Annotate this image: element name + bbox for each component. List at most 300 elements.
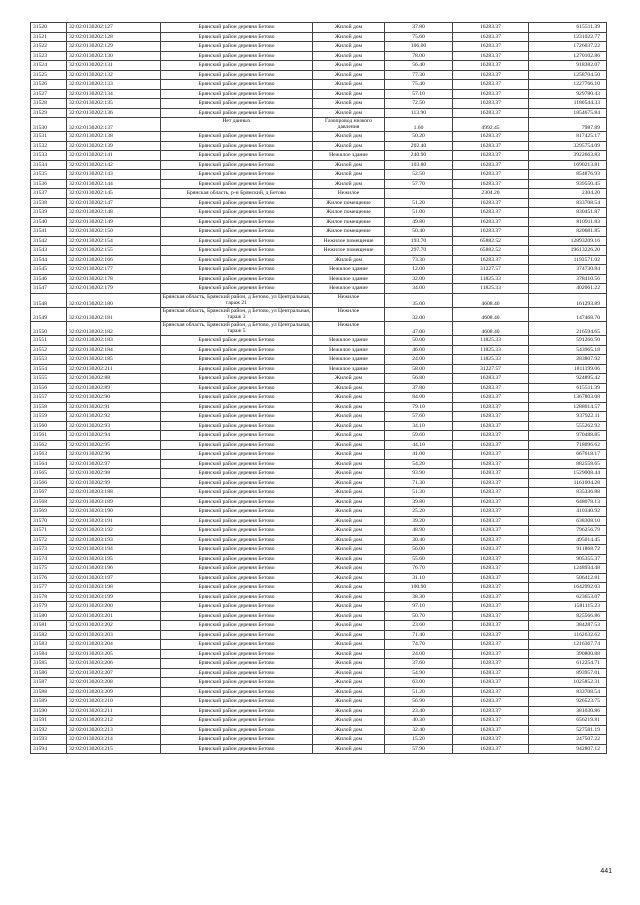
area-cell: 50.70 xyxy=(385,611,453,621)
object-type-cell: Жилой дом xyxy=(313,141,385,151)
area-cell: 55.60 xyxy=(385,554,453,564)
specific-value-cell: 4608.40 xyxy=(453,293,529,307)
cadastral-value-cell: 543965.18 xyxy=(529,345,607,355)
specific-value-cell: 16283.37 xyxy=(453,516,529,526)
area-cell: 57.60 xyxy=(385,412,453,422)
table-row xyxy=(31,364,607,374)
cadastral-number-cell: 32:02:0130203:213 xyxy=(67,725,161,735)
address-cell: Брянский район деревня Бетово xyxy=(161,716,313,726)
cadastral-value-cell: 615511.39 xyxy=(529,23,607,33)
specific-value-cell: 11825.33 xyxy=(453,336,529,346)
specific-value-cell: 16283.37 xyxy=(453,160,529,170)
object-type-cell: Жилой дом xyxy=(313,706,385,716)
cadastral-value-cell: 1025852.31 xyxy=(529,678,607,688)
cadastral-number-cell: 32:02:0130202:127 xyxy=(67,23,161,33)
row-number-cell: 31525 xyxy=(31,70,67,80)
table-row xyxy=(31,488,607,498)
area-cell: 47.00 xyxy=(385,322,453,336)
address-cell: Брянский район деревня Бетово xyxy=(161,630,313,640)
table-row xyxy=(31,450,607,460)
cadastral-number-cell: 32:02:0130202:97 xyxy=(67,459,161,469)
cadastral-value-cell: 893957.01 xyxy=(529,668,607,678)
object-type-cell: Жилой дом xyxy=(313,488,385,498)
object-type-cell: Жилой дом xyxy=(313,516,385,526)
object-type-cell: Нежилое здание xyxy=(313,345,385,355)
address-cell: Брянский район деревня Бетово xyxy=(161,80,313,90)
table-row xyxy=(31,141,607,151)
address-cell: Брянский район деревня Бетово xyxy=(161,179,313,189)
table-row xyxy=(31,23,607,33)
cadastral-value-cell: 638308.10 xyxy=(529,516,607,526)
cadastral-value-cell: 667618.17 xyxy=(529,450,607,460)
row-number-cell: 31543 xyxy=(31,246,67,256)
table-row xyxy=(31,227,607,237)
area-cell: 32.00 xyxy=(385,307,453,321)
address-cell: Брянский район деревня Бетово xyxy=(161,374,313,384)
cadastral-number-cell: 32:02:0130203:189 xyxy=(67,497,161,507)
address-cell: Брянский район деревня Бетово xyxy=(161,355,313,365)
row-number-cell: 31568 xyxy=(31,497,67,507)
row-number-cell: 31565 xyxy=(31,469,67,479)
cadastral-value-cell: 854876.93 xyxy=(529,170,607,180)
object-type-cell: Газопровод низкого давления xyxy=(313,118,385,132)
address-cell: Брянский район деревня Бетово xyxy=(161,51,313,61)
row-number-cell: 31587 xyxy=(31,678,67,688)
table-row xyxy=(31,554,607,564)
object-type-cell: Жилой дом xyxy=(313,592,385,602)
specific-value-cell: 31227.57 xyxy=(453,265,529,275)
cadastral-number-cell: 32:02:0130203:214 xyxy=(67,735,161,745)
cadastral-number-cell: 32:02:0130202:141 xyxy=(67,151,161,161)
cadastral-number-cell: 32:02:0130202:92 xyxy=(67,412,161,422)
row-number-cell: 31533 xyxy=(31,151,67,161)
cadastral-value-cell: 833708.54 xyxy=(529,687,607,697)
table-row xyxy=(31,459,607,469)
row-number-cell: 31552 xyxy=(31,345,67,355)
address-cell: Нет данных xyxy=(161,118,313,132)
row-number-cell: 31591 xyxy=(31,716,67,726)
specific-value-cell: 16283.37 xyxy=(453,554,529,564)
area-cell: 25.20 xyxy=(385,507,453,517)
cadastral-number-cell: 32:02:0130202:183 xyxy=(67,336,161,346)
row-number-cell: 31547 xyxy=(31,284,67,294)
table-row xyxy=(31,469,607,479)
cadastral-number-cell: 32:02:0130203:190 xyxy=(67,507,161,517)
area-cell: 32.00 xyxy=(385,274,453,284)
cadastral-number-cell: 32:02:0130203:212 xyxy=(67,716,161,726)
cadastral-number-cell: 32:02:0130202:96 xyxy=(67,450,161,460)
area-cell: 78.00 xyxy=(385,51,453,61)
table-row xyxy=(31,706,607,716)
table-body xyxy=(31,23,607,754)
object-type-cell: Жилое помещение xyxy=(313,208,385,218)
specific-value-cell: 16283.37 xyxy=(453,459,529,469)
table-row xyxy=(31,80,607,90)
area-cell: 297.70 xyxy=(385,246,453,256)
cadastral-number-cell: 32:02:0130203:191 xyxy=(67,516,161,526)
specific-value-cell: 16283.37 xyxy=(453,141,529,151)
object-type-cell: Жилой дом xyxy=(313,51,385,61)
row-number-cell: 31526 xyxy=(31,80,67,90)
row-number-cell: 31531 xyxy=(31,132,67,142)
cadastral-value-cell: 1180544.33 xyxy=(529,99,607,109)
table-row xyxy=(31,284,607,294)
address-cell: Брянский район деревня Бетово xyxy=(161,99,313,109)
area-cell: 34.00 xyxy=(385,284,453,294)
cadastral-value-cell: 905355.37 xyxy=(529,554,607,564)
cadastral-number-cell: 32:02:0130202:90 xyxy=(67,393,161,403)
cadastral-number-cell: 32:02:0130203:197 xyxy=(67,573,161,583)
cadastral-number-cell: 32:02:0130202:128 xyxy=(67,32,161,42)
specific-value-cell: 16283.37 xyxy=(453,208,529,218)
cadastral-number-cell: 32:02:0130203:210 xyxy=(67,697,161,707)
cadastral-value-cell: 1690213.81 xyxy=(529,160,607,170)
cadastral-value-cell: 830451.87 xyxy=(529,208,607,218)
row-number-cell: 31585 xyxy=(31,659,67,669)
cadastral-number-cell: 32:02:0130203:209 xyxy=(67,687,161,697)
cadastral-value-cell: 390800.88 xyxy=(529,649,607,659)
area-cell: 50.20 xyxy=(385,132,453,142)
object-type-cell: Жилой дом xyxy=(313,70,385,80)
object-type-cell: Жилой дом xyxy=(313,678,385,688)
area-cell: 15.20 xyxy=(385,735,453,745)
area-cell: 75.60 xyxy=(385,32,453,42)
specific-value-cell: 16283.37 xyxy=(453,611,529,621)
object-type-cell: Жилой дом xyxy=(313,583,385,593)
object-type-cell: Жилой дом xyxy=(313,602,385,612)
cadastral-value-cell: 410340.92 xyxy=(529,507,607,517)
cadastral-value-cell: 19613226.20 xyxy=(529,246,607,256)
row-number-cell: 31574 xyxy=(31,554,67,564)
specific-value-cell: 16283.37 xyxy=(453,668,529,678)
table-row xyxy=(31,246,607,256)
area-cell: 23.40 xyxy=(385,706,453,716)
table-row xyxy=(31,70,607,80)
cadastral-number-cell: 32:02:0130202:135 xyxy=(67,99,161,109)
table-row xyxy=(31,132,607,142)
table-row xyxy=(31,735,607,745)
object-type-cell: Нежилое здание xyxy=(313,274,385,284)
specific-value-cell: 16283.37 xyxy=(453,132,529,142)
table-row xyxy=(31,61,607,71)
row-number-cell: 31560 xyxy=(31,421,67,431)
address-cell: Брянский район деревня Бетово xyxy=(161,564,313,574)
address-cell: Брянский район деревня Бетово xyxy=(161,459,313,469)
area-cell: 24.00 xyxy=(385,355,453,365)
area-cell: 35.00 xyxy=(385,293,453,307)
address-cell: Брянский район деревня Бетово xyxy=(161,383,313,393)
object-type-cell: Жилое помещение xyxy=(313,198,385,208)
address-cell: Брянский район деревня Бетово xyxy=(161,668,313,678)
address-cell: Брянский район деревня Бетово xyxy=(161,421,313,431)
area-cell: 113.90 xyxy=(385,108,453,118)
address-cell: Брянский район деревня Бетово xyxy=(161,32,313,42)
row-number-cell: 31572 xyxy=(31,535,67,545)
row-number-cell: 31546 xyxy=(31,274,67,284)
cadastral-number-cell: 32:02:0130203:201 xyxy=(67,611,161,621)
row-number-cell: 31530 xyxy=(31,118,67,132)
row-number-cell: 31542 xyxy=(31,236,67,246)
cadastral-value-cell: 1231022.77 xyxy=(529,32,607,42)
specific-value-cell: 16283.37 xyxy=(453,497,529,507)
row-number-cell: 31573 xyxy=(31,545,67,555)
area-cell: 73.30 xyxy=(385,255,453,265)
cadastral-value-cell: 648078.13 xyxy=(529,497,607,507)
address-cell: Брянский район деревня Бетово xyxy=(161,554,313,564)
address-cell: Брянский район деревня Бетово xyxy=(161,488,313,498)
table-row xyxy=(31,678,607,688)
area-cell: 84.00 xyxy=(385,393,453,403)
table-row xyxy=(31,583,607,593)
cadastral-number-cell: 32:02:0130203:198 xyxy=(67,583,161,593)
area-cell: 103.80 xyxy=(385,160,453,170)
area-cell: 57.90 xyxy=(385,744,453,754)
object-type-cell: Нежилое xyxy=(313,189,385,199)
area-cell: 31.10 xyxy=(385,573,453,583)
cadastral-number-cell: 32:02:0130202:95 xyxy=(67,440,161,450)
row-number-cell: 31555 xyxy=(31,374,67,384)
cadastral-number-cell: 32:02:0130202:148 xyxy=(67,208,161,218)
cadastral-value-cell: 1581115.23 xyxy=(529,602,607,612)
table-row xyxy=(31,659,607,669)
row-number-cell: 31564 xyxy=(31,459,67,469)
row-number-cell: 31528 xyxy=(31,99,67,109)
cadastral-number-cell: 32:02:0130202:166 xyxy=(67,255,161,265)
table-row xyxy=(31,108,607,118)
row-number-cell: 31561 xyxy=(31,431,67,441)
cadastral-value-cell: 1726037.22 xyxy=(529,42,607,52)
row-number-cell: 31523 xyxy=(31,51,67,61)
address-cell: Брянский район деревня Бетово xyxy=(161,649,313,659)
specific-value-cell: 16283.37 xyxy=(453,51,529,61)
specific-value-cell: 16283.37 xyxy=(453,573,529,583)
specific-value-cell: 16283.37 xyxy=(453,659,529,669)
address-cell: Брянский район деревня Бетово xyxy=(161,640,313,650)
table-row xyxy=(31,668,607,678)
object-type-cell: Жилой дом xyxy=(313,640,385,650)
object-type-cell: Жилой дом xyxy=(313,668,385,678)
cadastral-value-cell: 161293.89 xyxy=(529,293,607,307)
table-row xyxy=(31,725,607,735)
row-number-cell: 31575 xyxy=(31,564,67,574)
area-cell: 48.90 xyxy=(385,526,453,536)
area-cell: 50.40 xyxy=(385,227,453,237)
table-row xyxy=(31,336,607,346)
cadastral-number-cell: 32:02:0130203:204 xyxy=(67,640,161,650)
area-cell: 46.00 xyxy=(385,345,453,355)
cadastral-value-cell: 555262.92 xyxy=(529,421,607,431)
specific-value-cell: 16283.37 xyxy=(453,735,529,745)
table-row xyxy=(31,99,607,109)
specific-value-cell: 16283.37 xyxy=(453,687,529,697)
cadastral-value-cell: 3295754.09 xyxy=(529,141,607,151)
address-cell: Брянский район деревня Бетово xyxy=(161,336,313,346)
row-number-cell: 31588 xyxy=(31,687,67,697)
cadastral-value-cell: 612254.71 xyxy=(529,659,607,669)
object-type-cell: Нежилое помещение xyxy=(313,246,385,256)
specific-value-cell: 16283.37 xyxy=(453,440,529,450)
specific-value-cell: 16283.37 xyxy=(453,402,529,412)
area-cell: 37.60 xyxy=(385,659,453,669)
specific-value-cell: 16283.37 xyxy=(453,488,529,498)
table-row xyxy=(31,198,607,208)
address-cell: Брянский район деревня Бетово xyxy=(161,89,313,99)
cadastral-number-cell: 32:02:0130202:211 xyxy=(67,364,161,374)
table-row xyxy=(31,402,607,412)
table-row xyxy=(31,42,607,52)
object-type-cell: Жилой дом xyxy=(313,507,385,517)
row-number-cell: 31535 xyxy=(31,170,67,180)
cadastral-number-cell: 32:02:0130202:185 xyxy=(67,355,161,365)
specific-value-cell: 16283.37 xyxy=(453,255,529,265)
row-number-cell: 31553 xyxy=(31,355,67,365)
address-cell: Брянский район деревня Бетово xyxy=(161,255,313,265)
address-cell: Брянский район деревня Бетово xyxy=(161,208,313,218)
object-type-cell: Жилой дом xyxy=(313,431,385,441)
cadastral-number-cell: 32:02:0130202:129 xyxy=(67,42,161,52)
cadastral-number-cell: 32:02:0130202:143 xyxy=(67,170,161,180)
area-cell: 30.40 xyxy=(385,535,453,545)
table-row xyxy=(31,716,607,726)
row-number-cell: 31589 xyxy=(31,697,67,707)
area-cell: 56.00 xyxy=(385,545,453,555)
address-cell: Брянский район деревня Бетово xyxy=(161,687,313,697)
address-cell: Брянский район деревня Бетово xyxy=(161,61,313,71)
object-type-cell: Жилой дом xyxy=(313,573,385,583)
object-type-cell: Нежилое xyxy=(313,322,385,336)
table-row xyxy=(31,160,607,170)
address-cell: Брянский район деревня Бетово xyxy=(161,227,313,237)
cadastral-number-cell: 32:02:0130202:144 xyxy=(67,179,161,189)
object-type-cell: Жилой дом xyxy=(313,497,385,507)
object-type-cell: Жилой дом xyxy=(313,554,385,564)
specific-value-cell: 16283.37 xyxy=(453,450,529,460)
cadastral-value-cell: 1288014.57 xyxy=(529,402,607,412)
cadastral-number-cell: 32:02:0130202:134 xyxy=(67,89,161,99)
cadastral-value-cell: 147468.70 xyxy=(529,307,607,321)
address-cell: Брянский район деревня Бетово xyxy=(161,23,313,33)
table-row xyxy=(31,744,607,754)
specific-value-cell: 16283.37 xyxy=(453,564,529,574)
cadastral-value-cell: 810911.83 xyxy=(529,217,607,227)
address-cell: Брянский район деревня Бетово xyxy=(161,274,313,284)
cadastral-number-cell: 32:02:0130203:202 xyxy=(67,621,161,631)
address-cell: Брянский район деревня Бетово xyxy=(161,170,313,180)
specific-value-cell: 16283.37 xyxy=(453,108,529,118)
specific-value-cell: 16283.37 xyxy=(453,412,529,422)
address-cell: Брянский район деревня Бетово xyxy=(161,621,313,631)
object-type-cell: Жилой дом xyxy=(313,440,385,450)
object-type-cell: Жилой дом xyxy=(313,611,385,621)
area-cell: 59.60 xyxy=(385,431,453,441)
address-cell: Брянский район деревня Бетово xyxy=(161,160,313,170)
area-cell: 54.90 xyxy=(385,668,453,678)
cadastral-value-cell: 7987.89 xyxy=(529,118,607,132)
address-cell: Брянская область, Брянский район, д Бетово, ул Центральная, гараж 3 xyxy=(161,307,313,321)
object-type-cell: Жилой дом xyxy=(313,255,385,265)
cadastral-number-cell: 32:02:0130203:188 xyxy=(67,488,161,498)
object-type-cell: Жилой дом xyxy=(313,80,385,90)
cadastral-number-cell: 32:02:0130202:130 xyxy=(67,51,161,61)
address-cell: Брянский район деревня Бетово xyxy=(161,725,313,735)
area-cell: 37.80 xyxy=(385,23,453,33)
row-number-cell: 31540 xyxy=(31,217,67,227)
area-cell: 76.70 xyxy=(385,564,453,574)
address-cell: Брянский район деревня Бетово xyxy=(161,697,313,707)
specific-value-cell: 11825.33 xyxy=(453,345,529,355)
area-cell: 51.20 xyxy=(385,198,453,208)
address-cell: Брянский район деревня Бетово xyxy=(161,507,313,517)
register-sheet xyxy=(30,22,606,754)
specific-value-cell: 16283.37 xyxy=(453,602,529,612)
table-row xyxy=(31,274,607,284)
object-type-cell: Жилой дом xyxy=(313,459,385,469)
row-number-cell: 31538 xyxy=(31,198,67,208)
specific-value-cell: 4992.45 xyxy=(453,118,529,132)
object-type-cell: Жилой дом xyxy=(313,374,385,384)
object-type-cell: Нежилое помещение xyxy=(313,236,385,246)
address-cell: Брянский район деревня Бетово xyxy=(161,108,313,118)
row-number-cell: 31544 xyxy=(31,255,67,265)
specific-value-cell: 31227.57 xyxy=(453,364,529,374)
cadastral-value-cell: 1248934.48 xyxy=(529,564,607,574)
table-row xyxy=(31,118,607,132)
area-cell: 52.50 xyxy=(385,170,453,180)
cadastral-number-cell: 32:02:0130203:199 xyxy=(67,592,161,602)
row-number-cell: 31529 xyxy=(31,108,67,118)
table-row xyxy=(31,440,607,450)
object-type-cell: Жилой дом xyxy=(313,421,385,431)
cadastral-number-cell: 32:02:0130202:93 xyxy=(67,421,161,431)
specific-value-cell: 16283.37 xyxy=(453,649,529,659)
row-number-cell: 31541 xyxy=(31,227,67,237)
specific-value-cell: 16283.37 xyxy=(453,421,529,431)
cadastral-number-cell: 32:02:0130203:206 xyxy=(67,659,161,669)
area-cell: 32.40 xyxy=(385,725,453,735)
cadastral-value-cell: 384287.53 xyxy=(529,621,607,631)
table-row xyxy=(31,374,607,384)
cadastral-value-cell: 718096.62 xyxy=(529,440,607,450)
row-number-cell: 31536 xyxy=(31,179,67,189)
cadastral-number-cell: 32:02:0130202:138 xyxy=(67,132,161,142)
cadastral-value-cell: 924895.42 xyxy=(529,374,607,384)
cadastral-number-cell: 32:02:0130202:139 xyxy=(67,141,161,151)
area-cell: 79.10 xyxy=(385,402,453,412)
cadastral-value-cell: 216594.65 xyxy=(529,322,607,336)
cadastral-number-cell: 32:02:0130202:137 xyxy=(67,118,161,132)
address-cell: Брянский район деревня Бетово xyxy=(161,526,313,536)
row-number-cell: 31570 xyxy=(31,516,67,526)
specific-value-cell: 65882.52 xyxy=(453,246,529,256)
row-number-cell: 31522 xyxy=(31,42,67,52)
cadastral-value-cell: 1162632.62 xyxy=(529,630,607,640)
object-type-cell: Жилой дом xyxy=(313,725,385,735)
cadastral-number-cell: 32:02:0130202:181 xyxy=(67,307,161,321)
row-number-cell: 31551 xyxy=(31,336,67,346)
address-cell: Брянский район деревня Бетово xyxy=(161,265,313,275)
cadastral-value-cell: 970488.85 xyxy=(529,431,607,441)
specific-value-cell: 16283.37 xyxy=(453,507,529,517)
address-cell: Брянский район деревня Бетово xyxy=(161,659,313,669)
row-number-cell: 31558 xyxy=(31,402,67,412)
object-type-cell: Жилой дом xyxy=(313,469,385,479)
area-cell: 54.20 xyxy=(385,459,453,469)
specific-value-cell: 16283.37 xyxy=(453,89,529,99)
area-cell: 34.10 xyxy=(385,421,453,431)
area-cell: 50.00 xyxy=(385,336,453,346)
row-number-cell: 31579 xyxy=(31,602,67,612)
table-row xyxy=(31,307,607,321)
